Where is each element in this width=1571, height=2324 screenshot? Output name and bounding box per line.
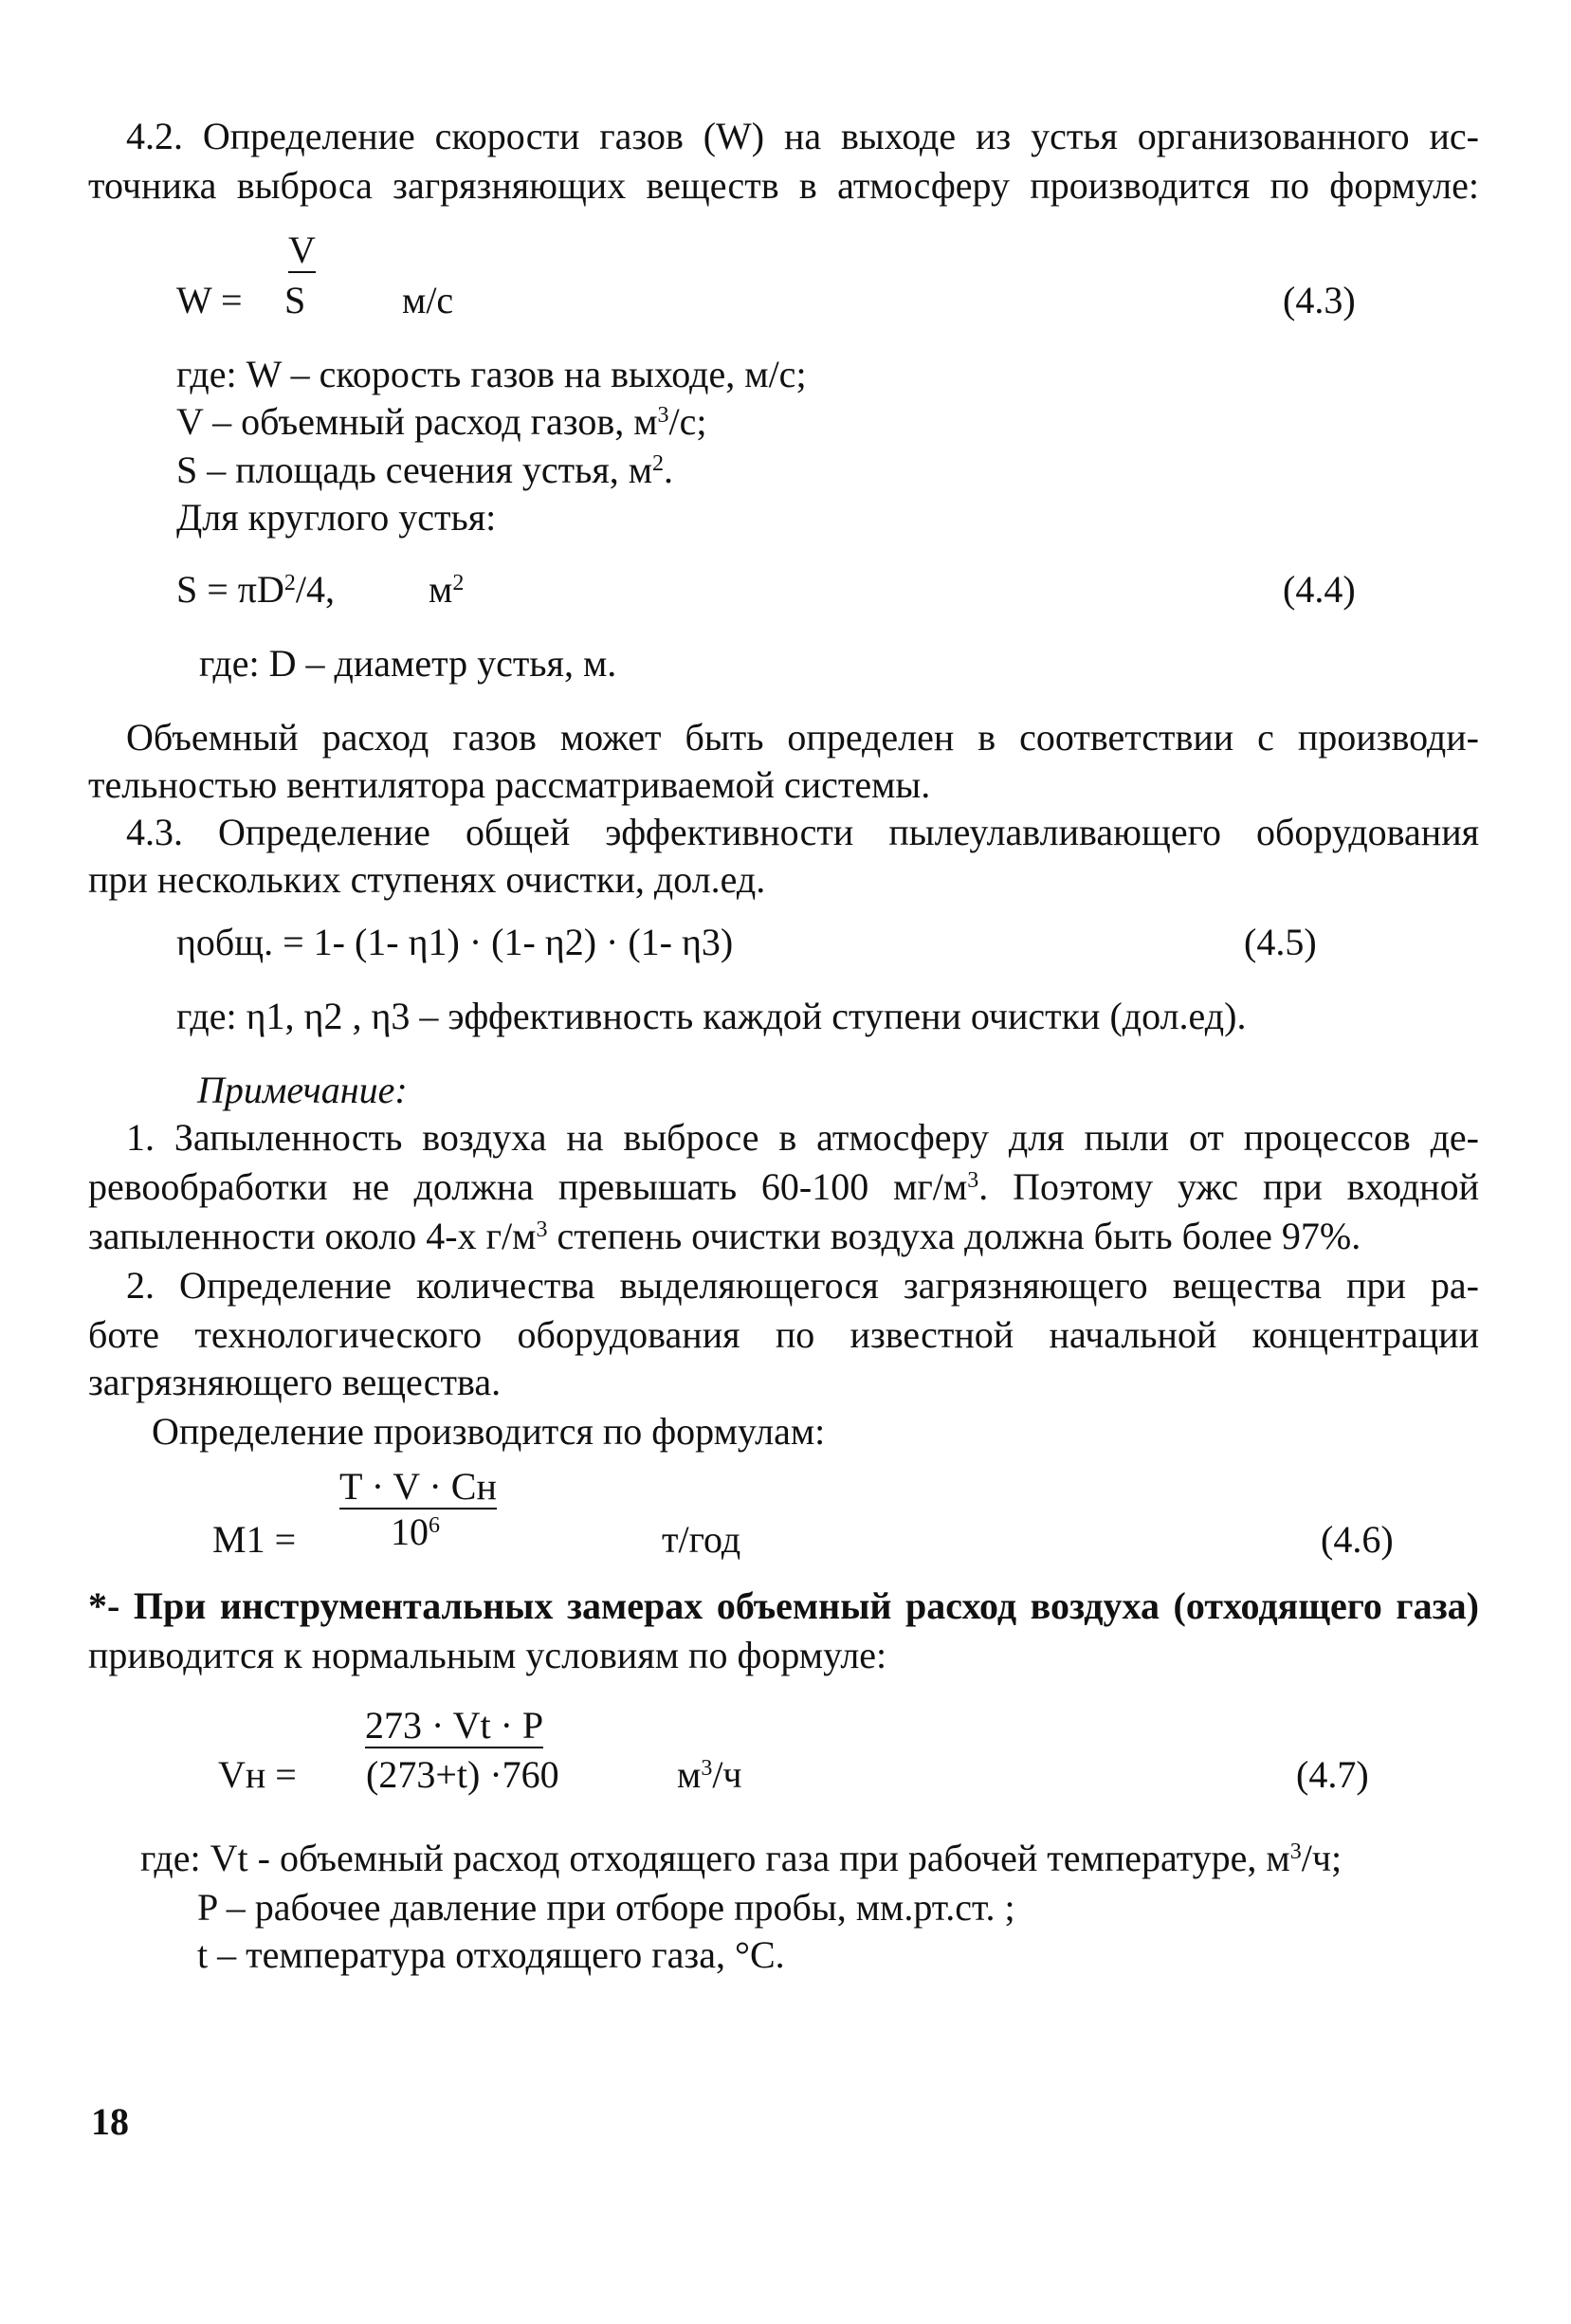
formula-4-4-unit: $м^2$: [429, 568, 465, 611]
section-4-2-line2: точника выброса загрязняющих веществ в атмосферу производится по формуле:: [88, 164, 1479, 207]
formulas-intro: Определение производится по формулам:: [152, 1410, 826, 1453]
flow-paragraph-line2: тельностью вентилятора рассматриваемой системы.: [88, 763, 931, 806]
formula-4-3-denominator: S: [284, 279, 306, 321]
note-1-line1: 1. Запыленность воздуха на выбросе в атмосферу для пыли от процессов де-: [126, 1116, 1479, 1159]
note-1-line2: ревообработки не должна превышать 60-100 $мг/м^3$. Поэтому ужс при входной: [88, 1165, 1479, 1208]
formula-4-6-denominator: $10^6$: [391, 1510, 440, 1553]
formula-4-6-numerator: T · V · Cн: [339, 1465, 497, 1508]
formula-4-3-lhs: W =: [176, 279, 243, 321]
definition-w: где: W – скорость газов на выходе, м/с;: [176, 353, 807, 395]
definition-vt: где: Vt - объемный расход отходящего газа при рабочей температуре, $м^3/ч$;: [140, 1837, 1343, 1879]
equation-number-4-7: (4.7): [1296, 1753, 1369, 1796]
formula-4-7-lhs: Vн =: [218, 1753, 297, 1796]
definition-p: P – рабочее давление при отборе пробы, мм.рт.ст. ;: [197, 1886, 1015, 1929]
formula-4-4: $S = \pi D^2/4$,: [176, 568, 336, 611]
formula-4-7-unit: $м^3/ч$: [677, 1753, 742, 1796]
flow-paragraph-line1: Объемный расход газов может быть определен в соответствии с производи-: [126, 716, 1479, 759]
note-2-line3: загрязняющего вещества.: [88, 1361, 502, 1403]
note-2-line1: 2. Определение количества выделяющегося загрязняющего вещества при ра-: [126, 1264, 1479, 1307]
section-4-3-line2: при нескольких ступенях очистки, дол.ед.: [88, 858, 766, 901]
section-4-3-line1: 4.3. Определение общей эффективности пылеулавливающего оборудования: [126, 811, 1479, 853]
formula-4-3-numerator: V: [288, 229, 316, 271]
formula-4-5: ηобщ. = 1- (1- η1) · (1- η2) · (1- η3): [176, 921, 734, 963]
definition-t: t – температура отходящего газа, °С.: [197, 1933, 785, 1976]
formula-4-6-lhs: M1 =: [212, 1518, 297, 1561]
equation-number-4-6: (4.6): [1321, 1518, 1394, 1561]
star-paragraph-line2: приводится к нормальным условиям по формуле:: [88, 1634, 887, 1676]
page-number: 18: [91, 2100, 129, 2143]
formula-4-3-unit: м/с: [402, 279, 454, 321]
definition-d: где: D – диаметр устья, м.: [199, 642, 617, 685]
definition-eta: где: η1, η2 , η3 – эффективность каждой ступени очистки (дол.ед).: [176, 995, 1247, 1037]
note-1-line3: запыленности около 4-х $г/м^3$ степень очистки воздуха должна быть более 97%.: [88, 1215, 1361, 1257]
definition-s: S – площадь сечения устья, $м^2$.: [176, 448, 674, 491]
round-mouth-label: Для круглого устья:: [176, 496, 497, 539]
formula-4-7-numerator: 273 · Vt · P: [365, 1704, 544, 1747]
equation-number-4-4: (4.4): [1283, 568, 1356, 611]
definition-v: V – объемный расход газов, $м^3/с$;: [176, 400, 707, 443]
note-2-line2: боте технологического оборудования по известной начальной концентрации: [88, 1313, 1479, 1356]
star-paragraph-line1: *- При инструментальных замерах объемный расход воздуха (отходящего газа): [88, 1584, 1479, 1627]
formula-4-6-unit: т/год: [662, 1518, 741, 1561]
equation-number-4-5: (4.5): [1244, 921, 1317, 963]
equation-number-4-3: (4.3): [1283, 279, 1356, 321]
section-4-2-line1: 4.2. Определение скорости газов (W) на выходе из устья организованного ис-: [126, 115, 1479, 157]
formula-4-7-denominator: (273+t) ·760: [366, 1753, 559, 1796]
note-title: Примечание:: [197, 1069, 408, 1111]
